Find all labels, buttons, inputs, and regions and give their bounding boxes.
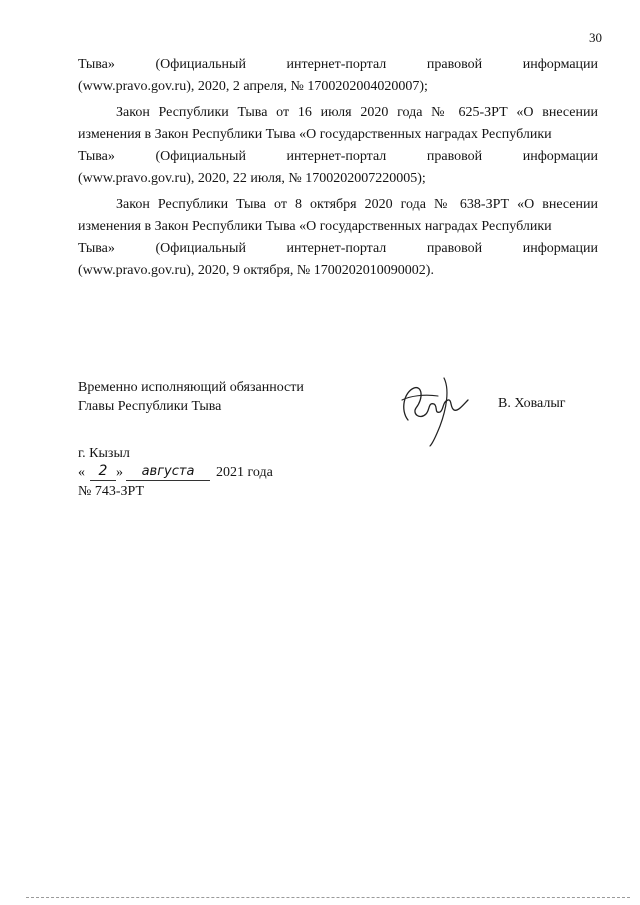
year: 2021 года [216, 465, 273, 480]
scan-edge-divider [26, 897, 630, 898]
word: интернет-портал [286, 57, 387, 72]
word: Тыва» [78, 57, 115, 72]
word: (Официальный [155, 149, 246, 164]
paragraph-2-justified-line [78, 146, 598, 168]
quote-close: » [116, 465, 123, 480]
paragraph-3-justified-line [78, 238, 598, 260]
paragraph-3 [78, 194, 598, 282]
word: (Официальный [155, 241, 246, 256]
signatory-position [78, 378, 378, 416]
word: информации [522, 57, 599, 72]
paragraph-2-text: Закон Республики Тыва от 16 июля 2020 года № 625-ЗРТ «О внесении изменения в Закон Республики Тыва «О государственных наградах Республики [78, 105, 598, 142]
word: Тыва» [78, 241, 115, 256]
signatory-name: В. Ховалыг [498, 396, 566, 411]
city: г. Кызыл [78, 446, 130, 461]
word: информации [522, 149, 599, 164]
paragraph-1-tail: (www.pravo.gov.ru), 2020, 2 апреля, № 1700202004020007); [78, 79, 428, 94]
word: интернет-портал [286, 241, 387, 256]
word: Тыва» [78, 149, 115, 164]
quote-open: « [78, 465, 85, 480]
paragraph-1 [78, 54, 598, 98]
word: интернет-портал [286, 149, 387, 164]
page-number: 30 [589, 30, 602, 45]
paragraph-1-justified-line [78, 54, 598, 76]
signing-date [78, 463, 378, 482]
position-line-1: Временно исполняющий обязанности [78, 380, 304, 395]
paragraph-3-text: Закон Республики Тыва от 8 октября 2020 года № 638-ЗРТ «О внесении изменения в Закон Республики Тыва «О государственных наградах Республики [78, 197, 598, 234]
position-line-2: Главы Республики Тыва [78, 399, 222, 414]
paragraph-2-tail: (www.pravo.gov.ru), 2020, 22 июля, № 1700202007220005); [78, 171, 426, 186]
word: (Официальный [155, 57, 246, 72]
paragraph-2 [78, 102, 598, 190]
handwritten-day: 2 [90, 463, 116, 481]
law-number: № 743-ЗРТ [78, 484, 145, 499]
document-body [78, 54, 598, 286]
word: правовой [426, 57, 483, 72]
place-and-date [78, 444, 378, 501]
handwritten-signature [394, 370, 474, 450]
word: информации [522, 241, 599, 256]
paragraph-3-tail: (www.pravo.gov.ru), 2020, 9 октября, № 1700202010090002). [78, 263, 434, 278]
word: правовой [426, 241, 483, 256]
word: правовой [426, 149, 483, 164]
handwritten-month: августа [126, 463, 210, 481]
